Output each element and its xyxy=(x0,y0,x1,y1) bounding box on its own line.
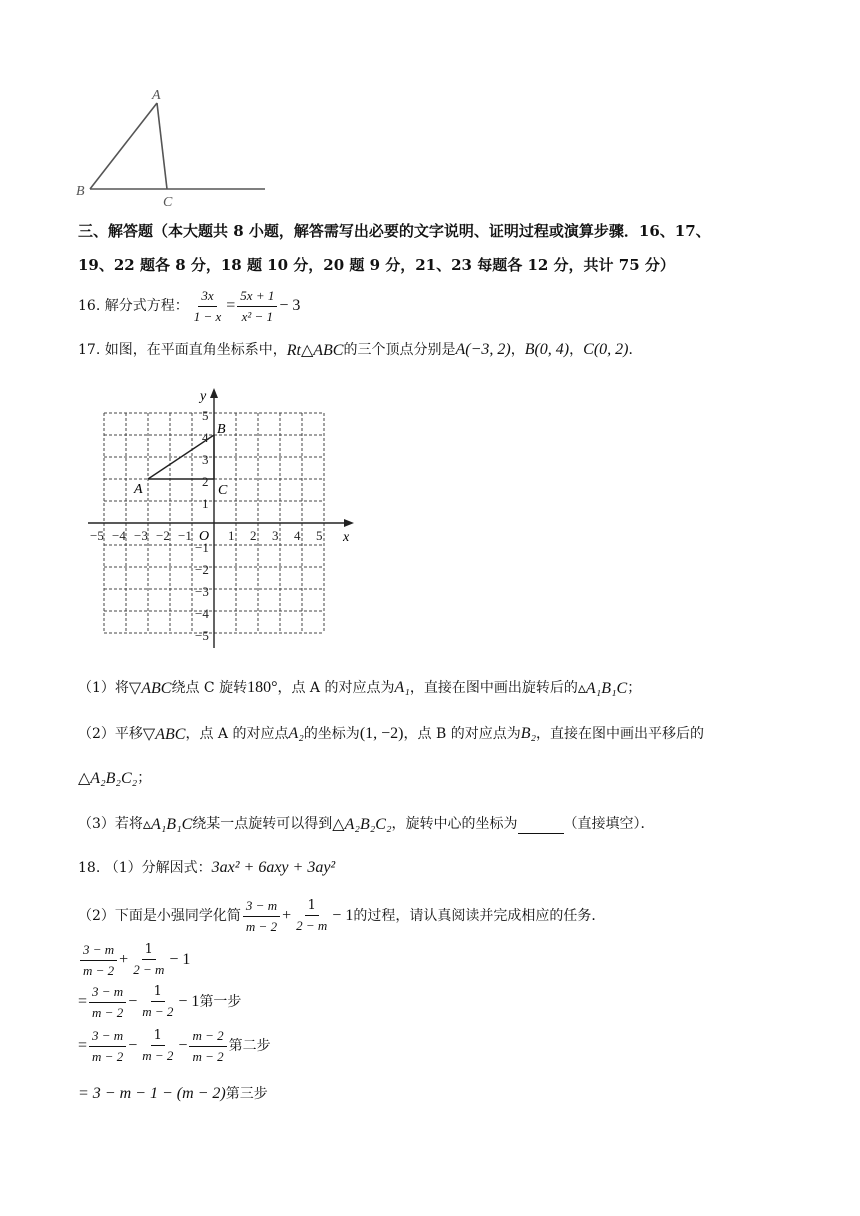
q17-part3-triangle1: ▵A₁B₁C xyxy=(142,816,193,833)
x-axis-label: x xyxy=(343,530,350,545)
q17-point-a: A(−3, 2) xyxy=(455,341,511,358)
q17-part3-answer-blank[interactable] xyxy=(518,814,564,834)
q17-part1-c: ，点 A 的对应点为 xyxy=(277,680,395,696)
q17-mid: 的三个顶点分别是 xyxy=(343,342,456,358)
q17-part1-triangle: ▽ABC xyxy=(128,680,172,697)
q18-w1-minus-one: − 1 xyxy=(178,993,200,1010)
q17-part2-c: 的坐标为 xyxy=(303,726,360,742)
q16-rhs-num: 5x + 1 xyxy=(237,288,277,307)
q17-part3-d: （直接填空）． xyxy=(563,816,655,832)
x-tick-label: −1 xyxy=(178,528,192,543)
q17-triangle: Rt△ABC xyxy=(286,342,344,359)
q17-part2-coord: (1, −2) xyxy=(359,725,404,742)
q18-w2-frac3-num: m − 2 xyxy=(189,1028,226,1047)
grid-point-b-label: B xyxy=(217,422,226,437)
q17-point-b: B(0, 4) xyxy=(524,341,570,358)
q18-w1-frac2 xyxy=(139,984,176,1020)
x-tick-label: 4 xyxy=(294,528,301,543)
y-tick-label: −1 xyxy=(195,540,209,555)
section3-heading-line2: 19、22 题各 8 分，18 题 10 分，20 题 9 分，21、23 每题各 12 分，共计 75 分） xyxy=(78,256,675,274)
q18-step2-label: 第二步 xyxy=(228,1038,271,1054)
q18-work-line2 xyxy=(78,1024,271,1068)
q16-tail: − 3 xyxy=(279,297,301,314)
q17-part3-b: 绕某一点旋转可以得到 xyxy=(192,816,333,832)
q17-part2-b: ，点 A 的对应点 xyxy=(185,726,289,742)
q17-part2-b2: B₂ xyxy=(520,725,537,742)
q18-w2-frac2-den: m − 2 xyxy=(142,1048,174,1063)
y-tick-label: 2 xyxy=(202,474,209,489)
q18-intro-frac2-num: 1 xyxy=(305,898,319,916)
q18-w2-frac1 xyxy=(89,1028,126,1065)
vertex-a-label: A xyxy=(152,88,161,103)
q18-w1-frac2-num: 1 xyxy=(151,984,165,1002)
q18-w0-frac2 xyxy=(130,942,167,978)
q18-step3-expr: = 3 − m − 1 − (m − 2) xyxy=(78,1085,226,1102)
q16-lhs-den: 1 − x xyxy=(193,308,222,324)
q18-w2-frac2 xyxy=(139,1028,176,1064)
grid-point-a-label: A xyxy=(134,482,143,497)
q17-part3-c: ，旋转中心的坐标为 xyxy=(391,816,518,832)
q18-w2-minus2: − xyxy=(178,1037,188,1054)
q18-w2-frac1-den: m − 2 xyxy=(92,1048,124,1064)
q18-w2-frac3-den: m − 2 xyxy=(192,1048,224,1064)
q16-equals: = xyxy=(226,297,236,314)
q17-part1-a1: A₁ xyxy=(394,679,410,696)
q18-part2 xyxy=(78,892,605,940)
q18-work-line0 xyxy=(78,938,190,982)
q17-part3 xyxy=(78,812,655,836)
q18-w1-frac1-num: 3 − m xyxy=(89,984,126,1003)
q17-part2-e: ，直接在图中画出平移后的 xyxy=(536,726,705,742)
q18-w1-frac1-den: m − 2 xyxy=(92,1004,124,1020)
y-tick-label: 1 xyxy=(202,496,209,511)
q18-w0-frac2-num: 1 xyxy=(142,942,156,960)
x-tick-label: −3 xyxy=(134,528,148,543)
x-tick-label: −2 xyxy=(156,528,170,543)
q17-part1-b: 绕点 C 旋转 xyxy=(171,680,248,696)
q17-sep2: ， xyxy=(569,342,584,358)
q18-w0-plus: + xyxy=(119,951,129,968)
x-tick-label: −5 xyxy=(90,528,104,543)
x-tick-label: −4 xyxy=(112,528,126,543)
q18-w1-equals: = xyxy=(78,993,88,1010)
q18-w0-minus-one: − 1 xyxy=(169,951,191,968)
q18-w1-minus: − xyxy=(128,993,138,1010)
q17-part2-triangle: ▽ABC xyxy=(142,726,186,743)
q16-line xyxy=(78,284,300,328)
q18-part1-text: 18. （1）分解因式： xyxy=(78,860,212,876)
q18-w2-equals: = xyxy=(78,1037,88,1054)
q18-w2-frac1-num: 3 − m xyxy=(89,1028,126,1047)
q18-part1 xyxy=(78,856,335,880)
q17-point-c: C(0, 2) xyxy=(583,341,629,358)
q17-part2-a: （2）平移 xyxy=(78,726,143,742)
y-tick-label: 5 xyxy=(202,408,209,423)
x-tick-label: 1 xyxy=(228,528,235,543)
q17-end: ． xyxy=(628,342,643,358)
q18-intro-plus: + xyxy=(282,907,292,924)
y-tick-label: 4 xyxy=(202,430,209,445)
q16-rhs-den: x² − 1 xyxy=(241,308,274,324)
q18-w2-frac3 xyxy=(189,1028,226,1065)
q17-part1-d: ，直接在图中画出旋转后的 xyxy=(409,680,578,696)
q18-intro-minus-one: − 1 xyxy=(332,907,354,924)
q17-intro-line xyxy=(78,338,642,362)
q16-rhs-fraction xyxy=(237,288,277,325)
q18-w1-frac1 xyxy=(89,984,126,1021)
q17-part3-a: （3）若将 xyxy=(78,816,143,832)
q18-intro-frac1-den: m − 2 xyxy=(245,918,278,934)
q17-part2-d: ，点 B 的对应点为 xyxy=(403,726,521,742)
q18-w1-frac2-den: m − 2 xyxy=(142,1004,174,1019)
y-tick-label: −2 xyxy=(195,562,209,577)
coordinate-grid xyxy=(80,380,370,655)
q17-intro: 17. 如图，在平面直角坐标系中， xyxy=(78,342,287,358)
triangle-figure xyxy=(70,85,280,215)
q18-intro-frac2 xyxy=(293,898,330,934)
origin-label: O xyxy=(199,529,210,544)
y-tick-label: −3 xyxy=(195,584,209,599)
vertex-c-label: C xyxy=(163,195,173,210)
grid-point-c-label: C xyxy=(218,483,228,498)
q18-w0-frac1-den: m − 2 xyxy=(83,962,115,978)
y-tick-label: −5 xyxy=(195,628,209,643)
q18-w0-frac1-num: 3 − m xyxy=(80,942,117,961)
q16-lhs-num: 3x xyxy=(198,288,216,307)
q18-intro-frac1 xyxy=(243,898,280,935)
y-tick-label: 3 xyxy=(202,452,209,467)
q17-part1-e: ； xyxy=(627,680,642,696)
q17-sep1: ， xyxy=(510,342,525,358)
q18-work-line3 xyxy=(78,1082,268,1106)
y-axis-label: y xyxy=(200,389,207,404)
q16-text: 16. 解分式方程： xyxy=(78,298,189,314)
q17-part2-f: ； xyxy=(137,770,152,786)
q17-part1-a: （1）将 xyxy=(78,680,129,696)
q18-w0-frac1 xyxy=(80,942,117,979)
q17-part2 xyxy=(78,722,704,746)
q18-w2-frac2-num: 1 xyxy=(151,1028,165,1046)
q18-w2-minus1: − xyxy=(128,1037,138,1054)
q17-part3-triangle2: △A₂B₂C₂ xyxy=(332,816,392,833)
y-tick-label: −4 xyxy=(195,606,209,621)
q18-intro-frac2-den: 2 − m xyxy=(296,918,328,933)
q17-part1-angle: 180° xyxy=(247,679,278,696)
q18-part1-expr: 3ax² + 6axy + 3ay² xyxy=(211,859,336,876)
q17-part2-cont xyxy=(78,766,151,790)
q18-part2-b: 的过程，请认真阅读并完成相应的任务． xyxy=(353,908,606,924)
q17-part1 xyxy=(78,676,641,700)
q18-step1-label: 第一步 xyxy=(199,994,242,1010)
section3-heading-line1: 三、解答题（本大题共 8 小题，解答需写出必要的文字说明、证明过程或演算步骤．16、17、 xyxy=(78,222,711,240)
x-tick-label: 2 xyxy=(250,528,257,543)
q18-step3-label: 第三步 xyxy=(225,1086,268,1102)
q18-work-line1 xyxy=(78,980,241,1024)
q17-part2-triangle2: △A₂B₂C₂ xyxy=(78,770,138,787)
x-tick-label: 3 xyxy=(272,528,279,543)
x-tick-label: 5 xyxy=(316,528,323,543)
q17-part1-triangle2: ▵A₁B₁C xyxy=(577,680,628,697)
q16-lhs-fraction xyxy=(191,288,225,325)
q18-part2-a: （2）下面是小强同学化简 xyxy=(78,908,241,924)
q18-intro-frac1-num: 3 − m xyxy=(243,898,280,917)
q17-part2-a2: A₂ xyxy=(288,725,304,742)
q18-w0-frac2-den: 2 − m xyxy=(133,962,165,977)
vertex-b-label: B xyxy=(76,184,85,199)
